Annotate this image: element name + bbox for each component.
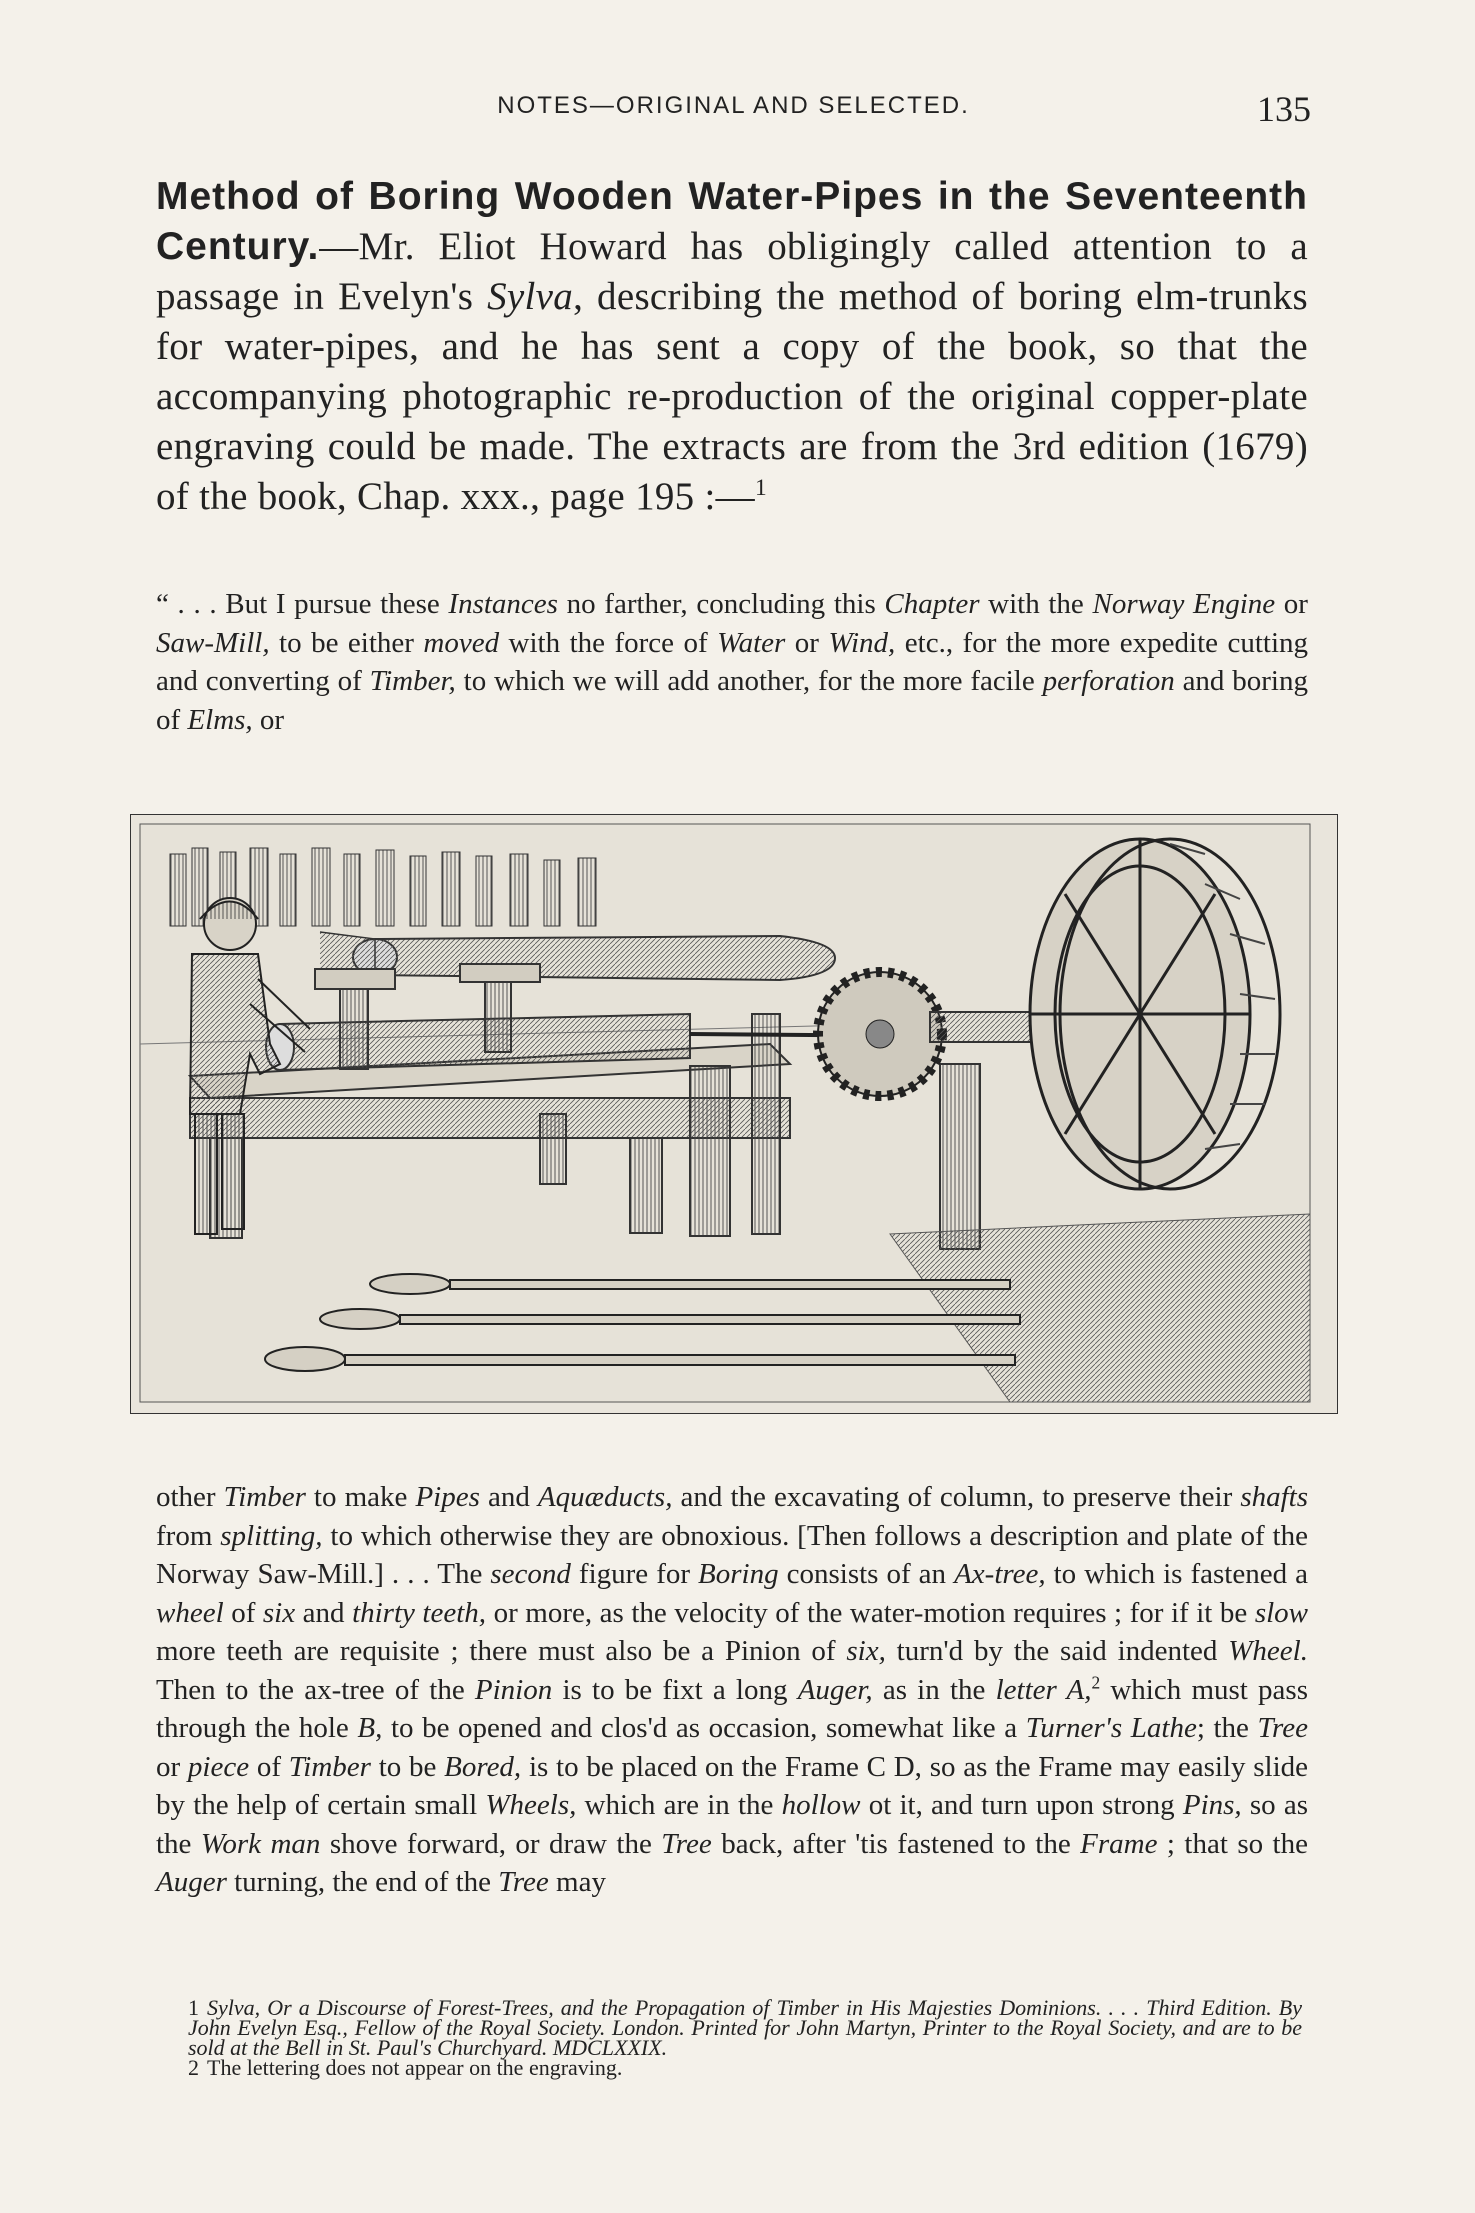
- body-emphasis: piece: [187, 1750, 250, 1783]
- quote-emphasis: Norway Engine: [1092, 588, 1276, 620]
- body-text: to be: [370, 1750, 445, 1783]
- body-text: or more, as the velocity of the water-motion requires ; for if it be: [486, 1596, 1255, 1629]
- body-emphasis: six,: [846, 1635, 886, 1667]
- body-emphasis: Bored,: [444, 1750, 522, 1783]
- quote-emphasis: Saw-Mill,: [156, 626, 270, 659]
- body-emphasis: Timber: [223, 1481, 306, 1513]
- continued-paragraph: [156, 1478, 1308, 1902]
- footnote-1: [188, 1995, 1302, 2060]
- body-emphasis: Aquæducts,: [537, 1481, 673, 1513]
- body-emphasis: Wheel.: [1228, 1635, 1308, 1667]
- body-text: and: [295, 1596, 353, 1629]
- running-head: NOTES—ORIGINAL AND SELECTED.: [497, 92, 970, 119]
- body-text: which are in the: [576, 1789, 782, 1821]
- engraving-figure: [130, 814, 1338, 1414]
- quote-emphasis: Chapter: [884, 588, 980, 620]
- body-emphasis: Frame: [1080, 1827, 1158, 1860]
- body-emphasis: Work man: [200, 1827, 321, 1860]
- body-text: of: [249, 1750, 289, 1783]
- quote-text: no farther, concluding this: [557, 588, 885, 620]
- quote-text: with the: [979, 588, 1093, 620]
- body-emphasis: Tree: [1257, 1712, 1308, 1744]
- body-emphasis: second: [490, 1558, 571, 1590]
- body-text: more teeth are requisite ; there must also be a Pinion of: [156, 1635, 847, 1667]
- body-text: of: [223, 1596, 263, 1629]
- body-emphasis: Boring: [698, 1558, 779, 1590]
- page-header: [156, 88, 1311, 132]
- body-text: turning, the end of the: [226, 1866, 499, 1898]
- body-text: ; that so the: [1157, 1827, 1308, 1860]
- body-emphasis: Ax-tree,: [954, 1558, 1046, 1590]
- footnote-ref-1: 1: [754, 475, 767, 501]
- body-text: which must pass through the hole: [156, 1673, 1308, 1744]
- body-emphasis: Pipes: [415, 1481, 480, 1513]
- body-emphasis: Turner's Lathe: [1025, 1712, 1197, 1744]
- body-emphasis: Pins,: [1182, 1789, 1242, 1821]
- body-emphasis: shafts: [1240, 1481, 1309, 1513]
- body-text: to which is fastened a: [1045, 1558, 1308, 1590]
- body-emphasis: hollow: [781, 1789, 861, 1821]
- body-text: figure for: [570, 1558, 699, 1590]
- quote-text: with the force of: [499, 626, 718, 659]
- footnote-ref-2: 2: [1091, 1671, 1101, 1692]
- footnotes: [188, 1995, 1302, 2080]
- body-emphasis: thirty teeth,: [352, 1596, 487, 1629]
- body-text: to be opened and clos'd as occasion, somewhat like a: [382, 1712, 1026, 1744]
- quote-text: or: [1275, 588, 1308, 620]
- toothed-wheel: [818, 972, 942, 1096]
- body-text: so as the: [156, 1789, 1308, 1860]
- body-text: or: [156, 1750, 188, 1783]
- body-text: back, after 'tis fastened to the: [711, 1827, 1081, 1860]
- body-emphasis: Auger,: [797, 1673, 873, 1706]
- body-text: is to be fixt a long: [552, 1673, 798, 1706]
- intro-text: , describing the method of boring elm-trunks for water-pipes, and he has sent a copy of the book, so that the accompanying photographic re-production of the original copper-plate engraving could be made. The extracts are from the 3rd edition (1679) of the book, Chap. xxx., page 195 :—: [156, 275, 1309, 518]
- body-emphasis: splitting,: [220, 1519, 323, 1552]
- quote-text: etc., for the more expedite cutting and converting of: [156, 626, 1308, 697]
- footnote-2: [188, 2055, 1302, 2080]
- footnote-text: The lettering does not appear on the engraving.: [207, 2055, 623, 2080]
- quote-paragraph: [156, 585, 1308, 739]
- body-text: as in the: [872, 1673, 996, 1706]
- body-text: from: [156, 1519, 221, 1552]
- body-text: turn'd by the said indented: [885, 1635, 1229, 1667]
- quote-emphasis: Wind,: [828, 626, 896, 659]
- quote-emphasis: Instances: [448, 588, 558, 620]
- body-emphasis: B,: [357, 1712, 383, 1744]
- quote-emphasis: Timber,: [369, 665, 456, 697]
- body-text: to make: [305, 1481, 416, 1513]
- body-emphasis: letter A,: [995, 1673, 1092, 1706]
- footnote-mark: 1: [188, 1995, 199, 2020]
- spare-augers: [265, 1274, 1020, 1371]
- quote-text: to which we will add another, for the more facile: [455, 665, 1043, 697]
- boring-machine-engraving: [130, 814, 1338, 1414]
- article-title: Method of Boring Wooden Water-Pipes in the Seventeenth Century.: [156, 175, 1308, 268]
- body-emphasis: wheel: [156, 1596, 224, 1629]
- quote-text: to be either: [269, 626, 424, 659]
- quote-text: or: [785, 626, 829, 659]
- quote-text: “ . . . But I pursue these: [156, 588, 449, 620]
- body-text: Then to the ax-tree of the: [156, 1673, 475, 1706]
- footnote-mark: 2: [188, 2055, 199, 2080]
- quote-emphasis: perforation: [1042, 665, 1175, 697]
- timber-log: [375, 936, 835, 980]
- intro-paragraph: [156, 172, 1308, 522]
- body-text: other: [156, 1481, 224, 1513]
- body-text: may: [548, 1866, 606, 1898]
- body-text: ; the: [1196, 1712, 1258, 1744]
- body-emphasis: Tree: [498, 1866, 549, 1898]
- body-text: shove forward, or draw the: [320, 1827, 662, 1860]
- body-emphasis: Pinion: [474, 1673, 553, 1706]
- quote-emphasis: moved: [423, 626, 500, 659]
- intro-text: —Mr. Eliot Howard has obligingly called attention to a passage in Evelyn's: [156, 225, 1308, 318]
- body-emphasis: six: [262, 1596, 296, 1629]
- body-text: is to be placed on the Frame C D, so as the Frame may easily slide by the help of certain small: [156, 1750, 1308, 1821]
- body-text: consists of an: [778, 1558, 955, 1590]
- footnote-text: Sylva, Or a Discourse of Forest-Trees, and the Propagation of Timber in His Majesties Dominions. . . . Third Edition. By John Evelyn Esq., Fellow of the Royal Society. London. Printed for John Martyn, Printer to the Royal Society, and are to be sold at the Bell in St. Paul's Churchyard. MDCLXXIX.: [188, 1995, 1302, 2060]
- quote-emphasis: Water: [717, 626, 786, 659]
- body-text: to which otherwise they are obnoxious. [Then follows a description and plate of the Norway Saw-Mill.] . . . The: [156, 1519, 1308, 1590]
- body-emphasis: Wheels,: [485, 1789, 577, 1821]
- body-text: ot it, and turn upon strong: [860, 1789, 1183, 1821]
- intro-emphasis: Sylva: [487, 275, 574, 318]
- quote-text: or: [252, 703, 285, 736]
- page-number: 135: [1257, 89, 1311, 129]
- body-emphasis: Timber: [288, 1750, 371, 1783]
- body-emphasis: Auger: [156, 1866, 227, 1898]
- body-text: and the excavating of column, to preserve their: [672, 1481, 1241, 1513]
- body-emphasis: slow: [1254, 1596, 1308, 1629]
- body-text: and: [479, 1481, 538, 1513]
- quote-text: and boring of: [156, 665, 1308, 736]
- quote-emphasis: Elms,: [187, 703, 253, 736]
- body-emphasis: Tree: [661, 1827, 712, 1860]
